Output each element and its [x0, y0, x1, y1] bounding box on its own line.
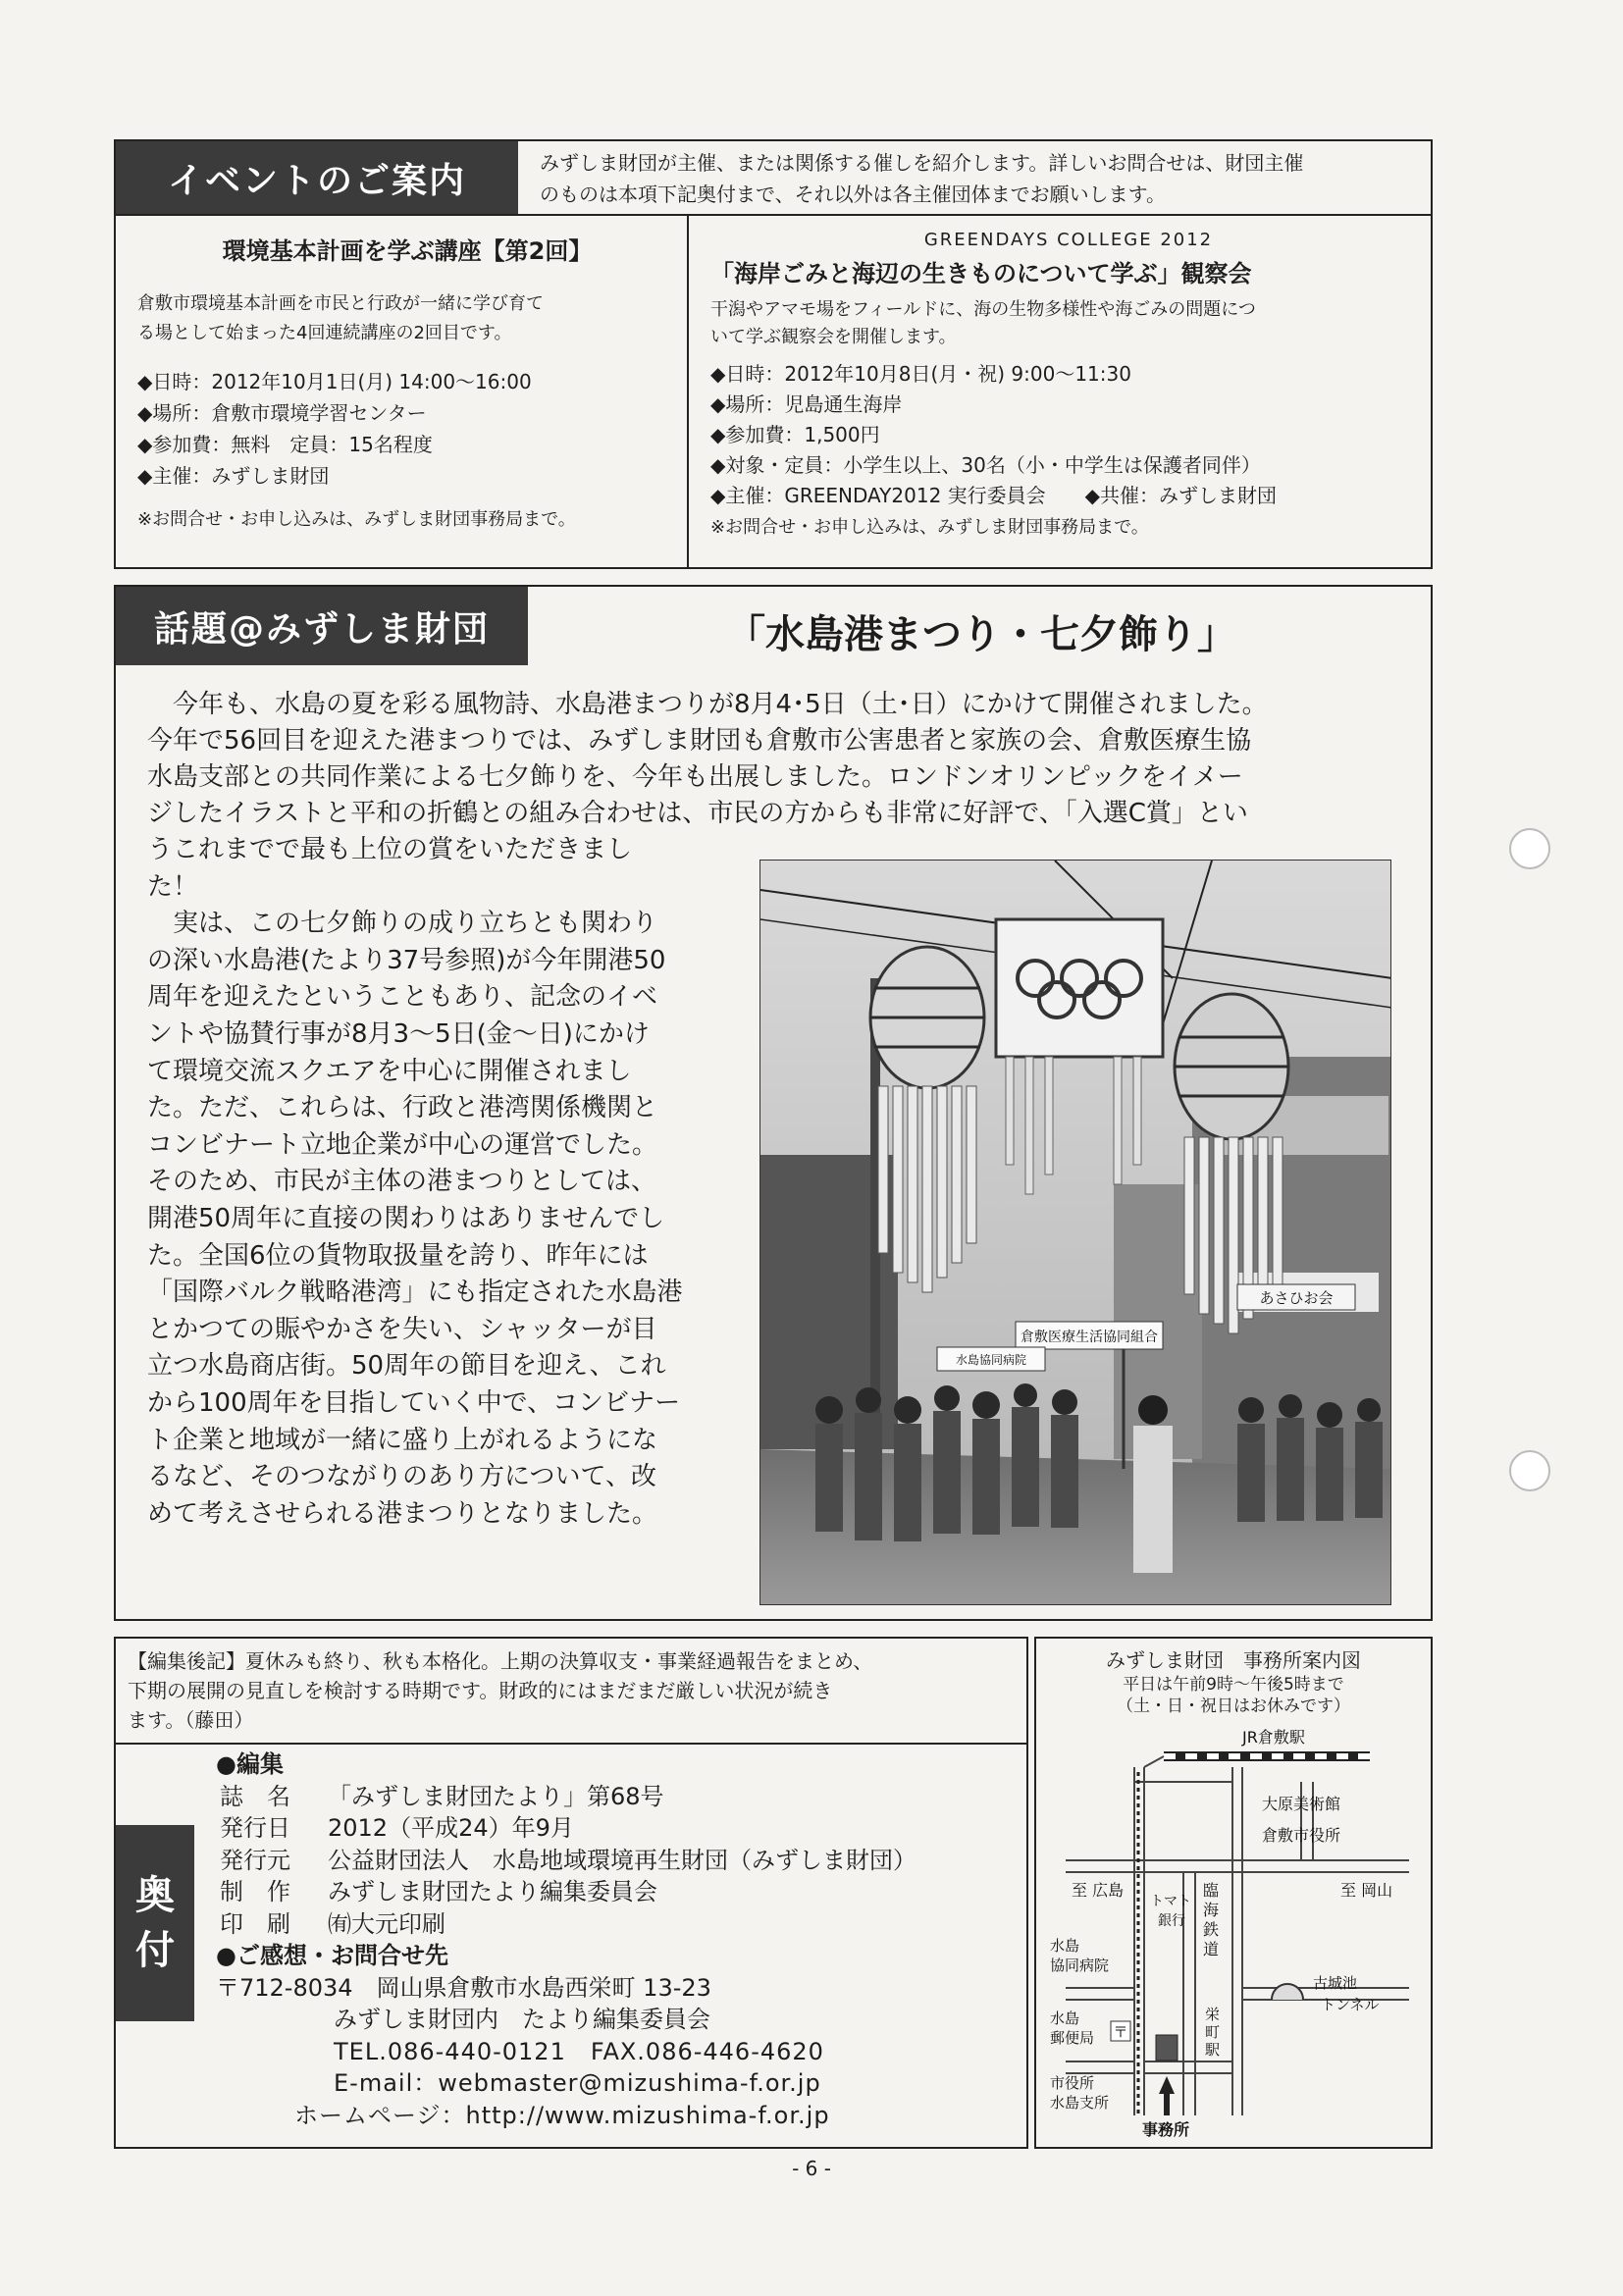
- colophon-address: 〒712-8034 岡山県倉敷市水島西栄町 13-23: [216, 1973, 711, 2002]
- event-card-left: [137, 232, 677, 531]
- map-label-to-hiroshima: 至 広島: [1072, 1881, 1125, 1900]
- events-header: イベントのご案内: [116, 141, 518, 214]
- map-label-office: 事務所: [1142, 2120, 1190, 2139]
- events-divider-v: [687, 214, 689, 569]
- colophon-edit-heading: ●編集: [216, 1750, 284, 1778]
- event-host: ◆主催：みずしま財団: [137, 464, 330, 488]
- office-arrow-icon: [1159, 2076, 1175, 2094]
- events-divider-h: [114, 214, 1433, 216]
- map-label-post-office: 水島郵便局: [1050, 2009, 1095, 2047]
- event-title: 環境基本計画を学ぶ講座【第2回】: [222, 237, 593, 265]
- colophon-org: みずしま財団内 たより編集委員会: [334, 2006, 710, 2033]
- event-details: [137, 366, 677, 492]
- map-label-tunnel: 古城池トンネル: [1313, 1974, 1380, 2013]
- festival-photo-graphic: [760, 861, 1391, 1605]
- event-fee: ◆参加費：1,500円: [710, 423, 880, 446]
- editor-afterword: 【編集後記】夏休みも終り、秋も本格化。上期の決算収支・事業経過報告をまとめ、 下期の展開の見直しを検討する時期です。財政的にはまだまだ厳しい状況が続き ます。（藤田）: [128, 1649, 873, 1732]
- photo-sign-shop: あさひお会: [1259, 1289, 1334, 1307]
- event-details: [710, 359, 1427, 511]
- afterword-divider: [114, 1743, 1028, 1745]
- event-card-right: [710, 230, 1427, 539]
- colophon-row: 誌 名 「みずしま財団たより」第68号: [220, 1782, 664, 1810]
- topic-title: 「水島港まつり・七夕飾り」: [726, 612, 1236, 657]
- event-date: ◆日時：2012年10月1日(月) 14:00～16:00: [137, 370, 532, 393]
- colophon-contact-heading: ●ご感想・お問合せ先: [216, 1942, 448, 1969]
- event-contact: ※お問合せ・お申し込みは、みずしま財団事務局まで。: [710, 517, 1149, 538]
- colophon-row: 印 刷 ㈲大元印刷: [220, 1909, 445, 1938]
- event-place: ◆場所：倉敷市環境学習センター: [137, 401, 427, 425]
- colophon-row: 発行日 2012（平成24）年9月: [220, 1814, 574, 1842]
- event-title: 「海岸ごみと海辺の生きものについて学ぶ」観察会: [710, 260, 1252, 287]
- events-intro: みずしま財団が主催、または関係する催しを紹介します。詳しいお問合せは、財団主催 のものは本項下記奥付まで、それ以外は各主催団体までお願いします。: [540, 151, 1304, 206]
- event-eyebrow: GREENDAYS COLLEGE 2012: [923, 230, 1214, 250]
- map-label-to-okayama: 至 岡山: [1340, 1881, 1393, 1900]
- post-office-icon: 〒: [1113, 2023, 1128, 2041]
- event-fee: ◆参加費：無料 定員：15名程度: [137, 433, 433, 456]
- event-description: 倉敷市環境基本計画を市民と行政が一緒に学び育て る場として始まった4回連続講座の2回目です。: [137, 293, 544, 343]
- topic-body-narrow: うこれまでで最も上位の賞をいただきまし た！ 実は、この七夕飾りの成り立ちとも関わり の深い水島港(たより37号参照)が今年開港50 周年を迎えたということもあり、記念のイベ ントや協賛行事が8月3～5日(金～日)にかけ て環境交流スクエアを中心に開催されまし た。ただ、これらは、行政と港湾関係機関と コンビナート立地企業が中心の運営でした。 そのため、市民が主体の港まつりとしては、 開港50周年に直接の関わりはありませんでし た。全国6位の貨物取扱量を誇り、昨年には 「国際バルク戦略港湾」にも指定された水島港 とかつての賑やかさを失い、シャッターが目 立つ水島商店街。50周年の節目を迎え、これ から100周年を目指していく中で、コンビナー ト企業と地域が一緒に盛り上がれるようにな るなど、そのつながりのあり方について、改 めて考えさせられる港まつりとなりました。: [147, 835, 683, 1529]
- map-label-branch: 市役所水島支所: [1050, 2074, 1110, 2112]
- station-label: JR倉敷駅: [1242, 1728, 1305, 1747]
- colophon-homepage[interactable]: ホームページ：http://www.mizushima-f.or.jp: [294, 2101, 830, 2129]
- event-target: ◆対象・定員：小学生以上、30名（小・中学生は保護者同伴）: [710, 453, 1261, 477]
- page-number: - 6 -: [792, 2157, 831, 2180]
- access-map-graphic: [1036, 1723, 1431, 2147]
- access-map: [1036, 1723, 1431, 2147]
- event-host: ◆主催：GREENDAY2012 実行委員会 ◆共催：みずしま財団: [710, 484, 1278, 507]
- event-description: 干潟やアマモ場をフィールドに、海の生物多様性や海ごみの問題につ いて学ぶ観察会を開催します。: [710, 299, 1256, 347]
- map-label-ohara: 大原美術館: [1262, 1795, 1341, 1813]
- event-contact: ※お問合せ・お申し込みは、みずしま財団事務局まで。: [137, 509, 576, 530]
- colophon-row: 発行元 公益財団法人 水島地域環境再生財団（みずしま財団）: [220, 1846, 916, 1874]
- binder-hole-top: [1509, 828, 1550, 869]
- event-date: ◆日時：2012年10月8日(月・祝) 9:00～11:30: [710, 362, 1131, 386]
- colophon-row: 制 作 みずしま財団たより編集委員会: [220, 1878, 657, 1905]
- photo-sign-coop: 倉敷医療生活協同組合: [1021, 1330, 1158, 1345]
- map-label-cityhall: 倉敷市役所: [1262, 1826, 1341, 1845]
- event-place: ◆場所：児島通生海岸: [710, 392, 903, 416]
- map-title: みずしま財団 事務所案内図: [1106, 1648, 1361, 1672]
- map-label-railway: 臨海鉄道: [1203, 1881, 1220, 1958]
- colophon-email[interactable]: E-mail：webmaster@mizushima-f.or.jp: [334, 2069, 821, 2097]
- colophon-side-label: 奥 付: [116, 1825, 194, 2021]
- festival-photo: [759, 860, 1391, 1605]
- topic-header: 話題@みずしま財団: [116, 587, 528, 665]
- colophon-tel: TEL.086-440-0121 FAX.086-446-4620: [334, 2037, 824, 2065]
- topic-body-full: 今年も、水島の夏を彩る風物詩、水島港まつりが8月4･5日（土･日）にかけて開催されました。 今年で56回目を迎えた港まつりでは、みずしま財団も倉敷市公害患者と家族の会、倉敷医療生協 水島支部との共同作業による七夕飾りを、今年も出展しました。ロンドンオリンピックをイメー ジしたイラストと平和の折鶴との組み合わせは、市民の方からも非常に好評で、「入選C賞」とい: [147, 690, 1268, 828]
- map-label-eimachi: 栄町駅: [1205, 2006, 1221, 2059]
- map-hours: 平日は午前9時～午後5時まで （土・日・祝日はお休みです）: [1117, 1675, 1350, 1716]
- colophon: [216, 1748, 1021, 2131]
- map-label-hospital: 水島協同病院: [1050, 1937, 1110, 1974]
- binder-hole-bottom: [1509, 1450, 1550, 1491]
- map-label-tomato-bank: トマト銀行: [1150, 1894, 1191, 1929]
- photo-sign-hospital: 水島協同病院: [955, 1353, 1027, 1367]
